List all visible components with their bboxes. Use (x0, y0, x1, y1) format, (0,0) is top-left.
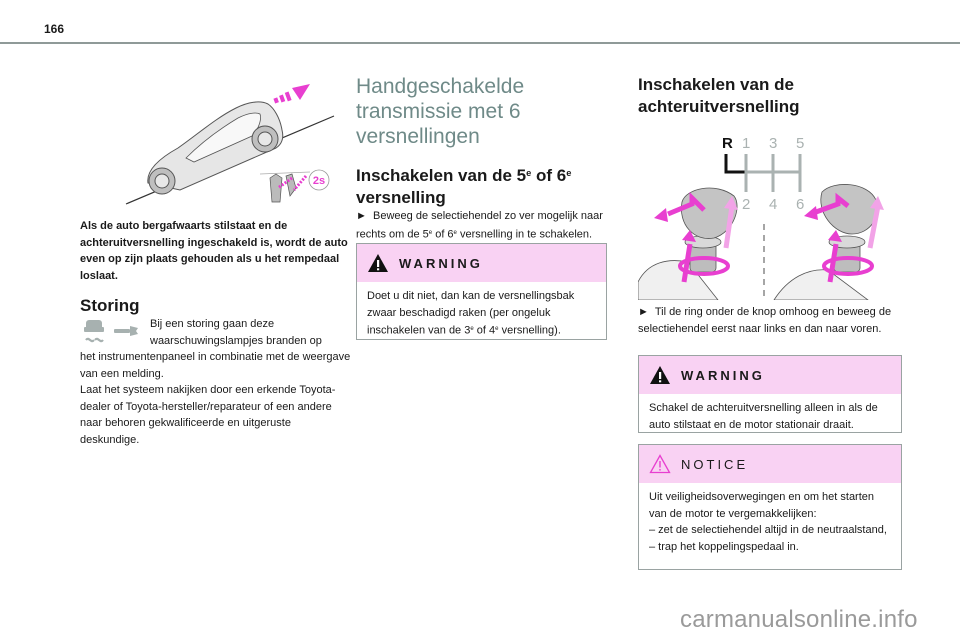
page-number: 166 (44, 22, 65, 36)
warning-box-header (639, 356, 901, 394)
gear-4-label: 4 (769, 196, 778, 213)
storing-text-body: het instrumentenpaneel in combinatie met de weergave van een melding. Laat het systeem nakijken door een erkende Toyota-dealer of Toyota-hersteller/reparateur of een andere naar behoren gekwalificeerde en uitgeruste deskundige. (80, 351, 351, 446)
storing-heading: Storing (80, 296, 140, 315)
warning-lamp-icons (82, 318, 142, 346)
timer-label: 2s (312, 175, 326, 187)
step-reverse-gear: ► Til de ring onder de knop omhoog en beweeg de selectiehendel eerst naar links en dan naar voren. (638, 306, 892, 335)
wrench-icon (114, 326, 138, 336)
subheading-5th-6th-gear: Inschakelen van de 5e of 6e versnelling (356, 166, 572, 208)
bullet-arrow-icon: ► (638, 306, 649, 318)
header-rule (0, 42, 960, 44)
warning-text: Schakel de achteruitversnelling alleen in als de auto stilstaat en de motor stationair draait. (649, 402, 878, 431)
shifter-knob-right (774, 184, 884, 300)
footer-watermark: carmanualsonline.info (680, 606, 918, 633)
bullet-arrow-icon: ► (356, 210, 367, 222)
section-title: Handgeschakelde transmissie met 6 versnellingen (356, 75, 525, 148)
gear-5-label: 5 (796, 135, 805, 152)
warning-label: WARNING (399, 255, 483, 271)
reverse-gear-heading: Inschakelen van de achteruitversnelling (638, 75, 800, 116)
warning-text: Doet u dit niet, dan kan de versnellingsbak zwaar beschadigd raken (per ongeluk inschakelen van de 3e of 4e versnelling). (367, 290, 575, 337)
notice-label: NOTICE (681, 456, 749, 472)
gear-2-label: 2 (742, 196, 751, 213)
skid-warning-icon (84, 320, 104, 341)
notice-box (638, 444, 902, 570)
gear-shift-illustration (638, 132, 890, 300)
warning-box-header (357, 244, 606, 282)
shifter-knob-left (638, 188, 738, 300)
gear-6-label: 6 (796, 196, 805, 213)
step-5th-6th-gear: ► Beweeg de selectiehendel zo ver mogelijk naar rechts om de 5e of 6e versnelling in te schakelen. (356, 210, 603, 240)
warning-box-reverse (638, 355, 902, 433)
notice-box-header (639, 445, 901, 483)
notice-triangle-icon (649, 454, 671, 474)
warning-triangle-icon (367, 253, 389, 273)
storing-text-first: Bij een storing gaan deze waarschuwingslampjes branden op (150, 318, 322, 347)
notice-text: Uit veiligheidsoverwegingen en om het starten van de motor te vergemakkelijken: – zet de selectiehendel altijd in de neutraalstand, – trap het koppelingspedaal in. (649, 491, 887, 553)
gear-3-label: 3 (769, 135, 778, 152)
warning-triangle-icon (649, 365, 671, 385)
warning-label: WARNING (681, 367, 765, 383)
hill-hold-paragraph: Als de auto bergafwaarts stilstaat en de achteruitversnelling ingeschakeld is, wordt de auto even op zijn plaats gehouden als u het rempedaal loslaat. (80, 220, 348, 282)
gear-1-label: 1 (742, 135, 751, 152)
car-on-slope-illustration (120, 78, 340, 206)
gear-reverse-label: R (722, 135, 733, 152)
warning-box-gearbox (356, 243, 607, 340)
